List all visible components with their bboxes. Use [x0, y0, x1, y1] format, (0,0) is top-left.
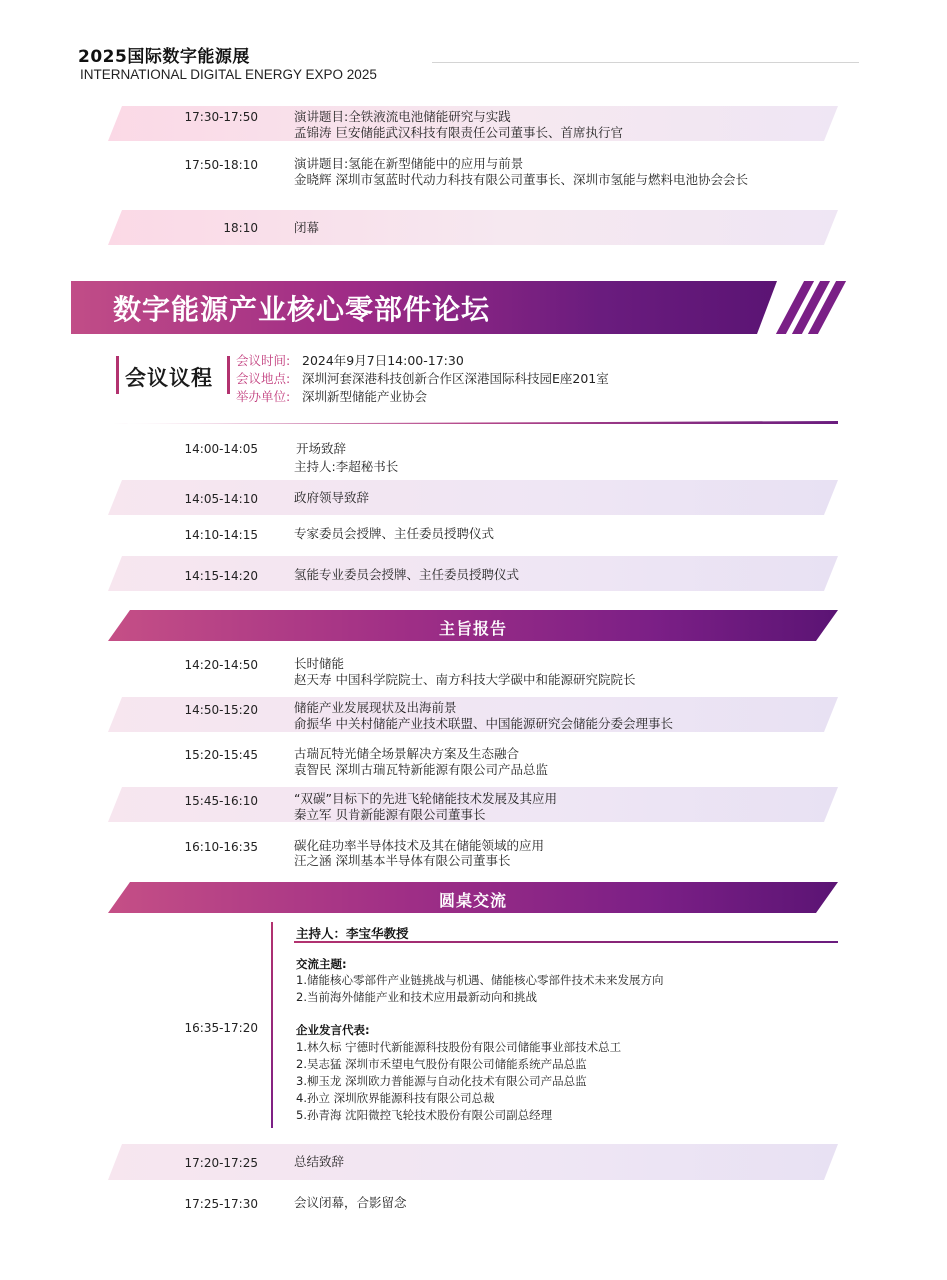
session-title: 开场致辞	[296, 441, 347, 456]
session-time: 14:10-14:15	[184, 528, 258, 542]
session-time: 14:15-14:20	[184, 569, 258, 583]
session-title: 总结致辞	[294, 1154, 345, 1169]
session-time: 15:20-15:45	[184, 748, 258, 762]
session-title: 专家委员会授牌、主任委员授聘仪式	[294, 526, 495, 541]
session-title: 储能产业发展现状及出海前景	[294, 700, 457, 715]
session-time: 18:10	[223, 221, 258, 235]
session-time: 14:00-14:05	[184, 442, 258, 456]
roundtable-divider-vertical	[271, 922, 273, 1128]
session-speaker: 俞振华 中关村储能产业技术联盟、中国能源研究会储能分委会理事长	[294, 716, 673, 731]
session-time: 16:10-16:35	[184, 840, 258, 854]
roundtable-host: 主持人：李宝华教授	[296, 926, 409, 941]
keynote-title: 主旨报告	[438, 619, 507, 638]
rep-item: 2.吴志猛 深圳市禾望电气股份有限公司储能系统产品总监	[296, 1057, 587, 1071]
session-time: 17:25-17:30	[184, 1197, 258, 1211]
session-speaker: 赵天寿 中国科学院院士、南方科技大学碳中和能源研究院院长	[294, 672, 636, 687]
session-title: 政府领导致辞	[294, 490, 370, 505]
session-title: 古瑞瓦特光储全场景解决方案及生态融合	[294, 746, 520, 761]
session-time: 14:20-14:50	[184, 658, 258, 672]
info-value-organizer: 深圳新型储能产业协会	[302, 389, 428, 404]
session-speaker: 袁智民 深圳古瑞瓦特新能源有限公司产品总监	[294, 762, 548, 777]
expo-subtitle: INTERNATIONAL DIGITAL ENERGY EXPO 2025	[80, 67, 377, 82]
rep-item: 4.孙立 深圳欣界能源科技有限公司总裁	[296, 1091, 495, 1105]
session-title: 会议闭幕，合影留念	[294, 1195, 407, 1210]
expo-title: 2025国际数字能源展	[78, 47, 250, 67]
session-title: “双碳”目标下的先进飞轮储能技术发展及其应用	[294, 791, 557, 806]
topic-item: 2.当前海外储能产业和技术应用最新动向和挑战	[296, 990, 537, 1004]
session-time: 14:50-15:20	[184, 703, 258, 717]
forum-title: 数字能源产业核心零部件论坛	[113, 293, 491, 326]
rep-item: 5.孙青海 沈阳微控飞轮技术股份有限公司副总经理	[296, 1108, 553, 1122]
topics-label: 交流主题:	[296, 957, 347, 971]
session-time: 17:20-17:25	[184, 1156, 258, 1170]
topic-item: 1.储能核心零部件产业链挑战与机遇、储能核心零部件技术未来发展方向	[296, 973, 664, 987]
rep-item: 1.林久标 宁德时代新能源科技股份有限公司储能事业部技术总工	[296, 1040, 622, 1054]
info-value-time: 2024年9月7日14:00-17:30	[302, 353, 464, 368]
session-title: 长时储能	[294, 656, 345, 671]
session-title: 演讲题目:氢能在新型储能中的应用与前景	[294, 156, 524, 171]
agenda-label: 会议议程	[125, 366, 213, 390]
session-speaker: 汪之涵 深圳基本半导体有限公司董事长	[294, 853, 511, 868]
session-title: 氢能专业委员会授牌、主任委员授聘仪式	[294, 567, 520, 582]
info-key-time: 会议时间:	[236, 353, 291, 368]
session-time: 17:50-18:10	[184, 158, 258, 172]
session-time: 17:30-17:50	[184, 110, 258, 124]
session-speaker: 秦立军 贝肯新能源有限公司董事长	[294, 807, 486, 822]
rep-item: 3.柳玉龙 深圳欧力普能源与自动化技术有限公司产品总监	[296, 1074, 587, 1088]
info-key-organizer: 举办单位:	[236, 389, 291, 404]
session-title: 闭幕	[294, 220, 320, 235]
roundtable-time: 16:35-17:20	[184, 1021, 258, 1035]
roundtable-title: 圆桌交流	[438, 891, 507, 910]
session-title: 演讲题目:全铁液流电池储能研究与实践	[294, 109, 511, 124]
session-speaker: 孟锦涛 巨安储能武汉科技有限责任公司董事长、首席执行官	[294, 125, 623, 140]
session-time: 15:45-16:10	[184, 794, 258, 808]
session-speaker: 主持人:李超秘书长	[294, 459, 399, 474]
session-time: 14:05-14:10	[184, 492, 258, 506]
header-divider	[432, 62, 859, 63]
info-value-venue: 深圳河套深港科技创新合作区深港国际科技园E座201室	[302, 371, 609, 386]
session-speaker: 金晓辉 深圳市氢蓝时代动力科技有限公司董事长、深圳市氢能与燃料电池协会会长	[294, 172, 748, 187]
info-key-venue: 会议地点:	[236, 371, 291, 386]
session-title: 碳化硅功率半导体技术及其在储能领域的应用	[294, 838, 545, 853]
info-divider	[112, 421, 838, 424]
reps-label: 企业发言代表:	[296, 1023, 370, 1037]
